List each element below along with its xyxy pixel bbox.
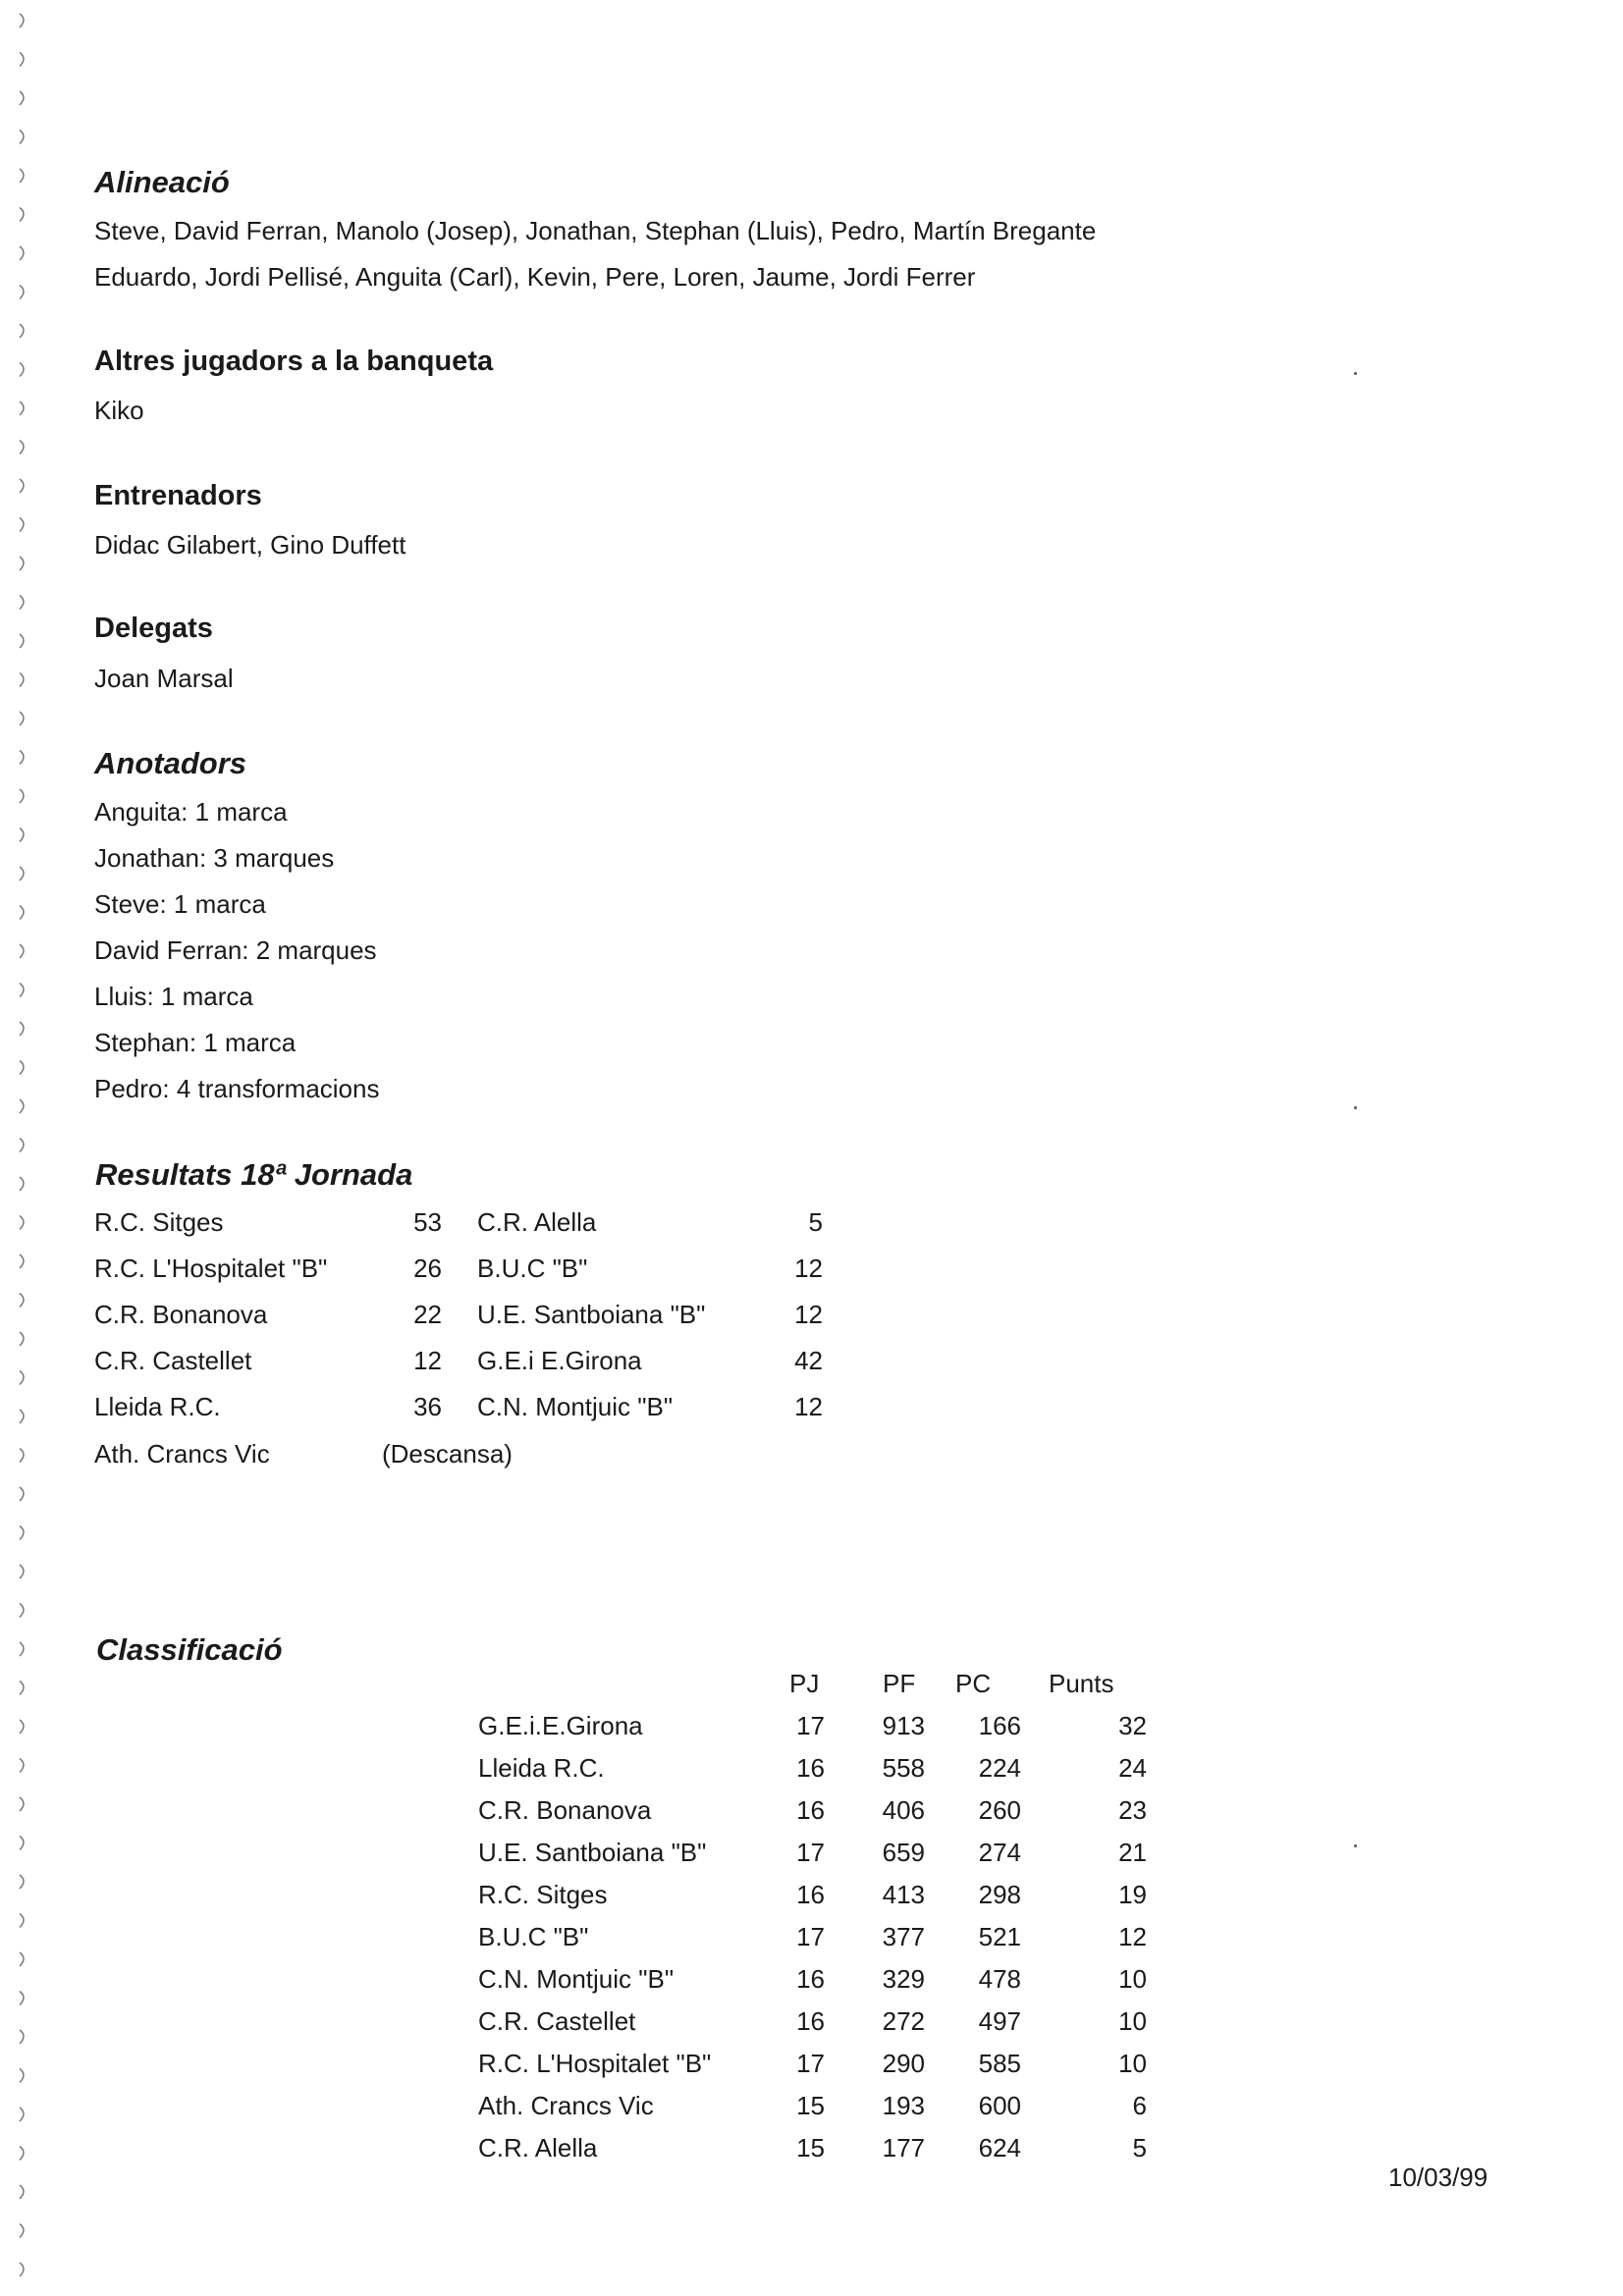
scorer-item: Pedro: 4 transformacions: [94, 1074, 380, 1103]
binding-hole-mark: [20, 518, 24, 532]
home-score: 22: [413, 1300, 442, 1329]
delegates-heading: Delegats: [94, 613, 213, 644]
binding-hole-mark: [20, 984, 24, 997]
scan-speck: [1354, 372, 1357, 375]
bench-players: Kiko: [94, 396, 144, 425]
binding-hole-mark: [20, 1682, 24, 1695]
bench-heading: Altres jugadors a la banqueta: [94, 346, 494, 377]
home-team: R.C. Sitges: [94, 1207, 224, 1237]
binding-hole-mark: [20, 441, 24, 454]
home-score: 53: [413, 1207, 442, 1237]
binding-hole-mark: [20, 1371, 24, 1385]
points-value: 10: [1118, 2049, 1147, 2078]
points-value: 24: [1118, 1753, 1147, 1783]
binding-hole-mark: [20, 828, 24, 842]
home-team: C.R. Bonanova: [94, 1300, 268, 1329]
binding-hole-mark: [20, 1410, 24, 1423]
away-team: G.E.i E.Girona: [477, 1346, 642, 1375]
pf-value: 558: [882, 1753, 925, 1783]
points-value: 5: [1132, 2133, 1147, 2163]
pf-value: 913: [882, 1711, 925, 1740]
binding-hole-mark: [20, 1177, 24, 1191]
lineup-heading: Alineació: [94, 165, 230, 199]
binding-hole-mark: [20, 286, 24, 299]
scorer-item: Lluis: 1 marca: [94, 982, 253, 1011]
binding-hole-mark: [20, 1022, 24, 1036]
delegates-names: Joan Marsal: [94, 664, 234, 693]
home-team: Lleida R.C.: [94, 1392, 221, 1421]
team-name: Ath. Crancs Vic: [478, 2091, 654, 2120]
pj-value: 16: [796, 1880, 825, 1909]
home-team: C.R. Castellet: [94, 1346, 252, 1375]
pc-value: 600: [978, 2091, 1021, 2120]
col-header-punts: Punts: [1049, 1669, 1114, 1698]
away-team: B.U.C "B": [477, 1254, 588, 1283]
away-team: C.R. Alella: [477, 1207, 597, 1237]
standings-heading: Classificació: [96, 1632, 283, 1667]
points-value: 12: [1118, 1922, 1147, 1951]
home-score: 26: [413, 1254, 442, 1283]
col-header-pf: PF: [883, 1669, 916, 1698]
pj-value: 15: [796, 2133, 825, 2163]
away-team: U.E. Santboiana "B": [477, 1300, 706, 1329]
pf-value: 290: [882, 2049, 925, 2078]
away-team: C.N. Montjuic "B": [477, 1392, 674, 1421]
home-team: R.C. L'Hospitalet "B": [94, 1254, 328, 1283]
binding-hole-mark: [20, 712, 24, 725]
binding-hole-mark: [20, 2224, 24, 2238]
binding-hole-mark: [20, 1526, 24, 1540]
scan-speck: [1354, 1106, 1357, 1109]
pc-value: 521: [978, 1922, 1021, 1951]
away-score: 12: [794, 1392, 823, 1421]
pj-value: 17: [796, 1922, 825, 1951]
points-value: 10: [1118, 2006, 1147, 2036]
binding-hole-mark: [20, 363, 24, 377]
scorer-item: David Ferran: 2 marques: [94, 935, 377, 965]
binding-hole-mark: [20, 634, 24, 648]
binding-hole-mark: [20, 53, 24, 67]
scorer-item: Steve: 1 marca: [94, 889, 266, 919]
binding-hole-mark: [20, 131, 24, 144]
team-name: R.C. Sitges: [478, 1880, 608, 1909]
pj-value: 16: [796, 2006, 825, 2036]
binding-hole-mark: [20, 1759, 24, 1773]
binding-holes: [0, 0, 49, 2296]
binding-hole-mark: [20, 2147, 24, 2161]
pc-value: 224: [978, 1753, 1021, 1783]
lineup-line-1: Steve, David Ferran, Manolo (Josep), Jonathan, Stephan (Lluis), Pedro, Martín Bregante: [94, 216, 1097, 245]
pc-value: 497: [978, 2006, 1021, 2036]
binding-hole-mark: [20, 2185, 24, 2199]
binding-hole-mark: [20, 1720, 24, 1734]
results-heading: Resultats 18ª Jornada: [95, 1157, 413, 1192]
team-name: C.N. Montjuic "B": [478, 1964, 675, 1994]
team-name: U.E. Santboiana "B": [478, 1838, 707, 1867]
pf-value: 413: [882, 1880, 925, 1909]
binding-hole-mark: [20, 1914, 24, 1928]
team-name: C.R. Bonanova: [478, 1795, 652, 1825]
binding-hole-mark: [20, 169, 24, 183]
away-score: 42: [794, 1346, 823, 1375]
team-name: C.R. Alella: [478, 2133, 598, 2163]
binding-hole-mark: [20, 2069, 24, 2083]
team-name: R.C. L'Hospitalet "B": [478, 2049, 712, 2078]
binding-hole-mark: [20, 1992, 24, 2005]
team-name: B.U.C "B": [478, 1922, 589, 1951]
scorer-item: Jonathan: 3 marques: [94, 843, 335, 873]
binding-hole-mark: [20, 1332, 24, 1346]
pf-value: 377: [882, 1922, 925, 1951]
points-value: 21: [1118, 1838, 1147, 1867]
points-value: 10: [1118, 1964, 1147, 1994]
binding-hole-mark: [20, 1449, 24, 1463]
rest-team: Ath. Crancs Vic: [94, 1439, 270, 1468]
binding-hole-mark: [20, 1604, 24, 1618]
binding-hole-mark: [20, 401, 24, 415]
binding-hole-mark: [20, 1294, 24, 1308]
away-score: 12: [794, 1300, 823, 1329]
binding-hole-mark: [20, 867, 24, 881]
binding-hole-mark: [20, 2108, 24, 2121]
pj-value: 17: [796, 2049, 825, 2078]
team-name: G.E.i.E.Girona: [478, 1711, 643, 1740]
binding-hole-mark: [20, 91, 24, 105]
points-value: 23: [1118, 1795, 1147, 1825]
pf-value: 193: [882, 2091, 925, 2120]
pf-value: 406: [882, 1795, 925, 1825]
binding-hole-mark: [20, 1837, 24, 1850]
binding-hole-mark: [20, 1875, 24, 1889]
coaches-heading: Entrenadors: [94, 480, 262, 511]
points-value: 32: [1118, 1711, 1147, 1740]
pc-value: 260: [978, 1795, 1021, 1825]
scan-speck: [1354, 1844, 1357, 1847]
binding-hole-mark: [20, 596, 24, 610]
binding-hole-mark: [20, 1255, 24, 1268]
pc-value: 274: [978, 1838, 1021, 1867]
pc-value: 585: [978, 2049, 1021, 2078]
scorers-heading: Anotadors: [94, 746, 246, 780]
away-score: 12: [794, 1254, 823, 1283]
binding-hole-mark: [20, 1565, 24, 1578]
binding-hole-mark: [20, 789, 24, 803]
points-value: 6: [1132, 2091, 1147, 2120]
pc-value: 478: [978, 1964, 1021, 1994]
pf-value: 177: [882, 2133, 925, 2163]
binding-hole-mark: [20, 1099, 24, 1113]
pc-value: 624: [978, 2133, 1021, 2163]
pj-value: 15: [796, 2091, 825, 2120]
binding-hole-mark: [20, 14, 24, 27]
scorer-item: Stephan: 1 marca: [94, 1028, 297, 1057]
rest-note: (Descansa): [382, 1439, 513, 1468]
binding-hole-mark: [20, 557, 24, 570]
binding-hole-mark: [20, 751, 24, 765]
binding-hole-mark: [20, 1061, 24, 1075]
scorer-item: Anguita: 1 marca: [94, 797, 288, 827]
team-name: Lleida R.C.: [478, 1753, 605, 1783]
home-score: 36: [413, 1392, 442, 1421]
pj-value: 16: [796, 1753, 825, 1783]
binding-hole-mark: [20, 673, 24, 687]
pc-value: 298: [978, 1880, 1021, 1909]
pc-value: 166: [978, 1711, 1021, 1740]
document-date: 10/03/99: [1388, 2163, 1488, 2192]
col-header-pc: PC: [955, 1669, 992, 1698]
binding-hole-mark: [20, 324, 24, 338]
coaches-names: Didac Gilabert, Gino Duffett: [94, 530, 406, 560]
binding-hole-mark: [20, 479, 24, 493]
binding-hole-mark: [20, 1642, 24, 1656]
pf-value: 659: [882, 1838, 925, 1867]
pj-value: 17: [796, 1711, 825, 1740]
home-score: 12: [413, 1346, 442, 1375]
binding-hole-mark: [20, 906, 24, 920]
pf-value: 272: [882, 2006, 925, 2036]
pj-value: 16: [796, 1964, 825, 1994]
binding-hole-mark: [20, 208, 24, 222]
pj-value: 17: [796, 1838, 825, 1867]
binding-hole-mark: [20, 1139, 24, 1152]
binding-hole-mark: [20, 2030, 24, 2044]
binding-hole-mark: [20, 1487, 24, 1501]
away-score: 5: [808, 1207, 823, 1237]
pf-value: 329: [882, 1964, 925, 1994]
points-value: 19: [1118, 1880, 1147, 1909]
col-header-pj: PJ: [789, 1669, 820, 1698]
binding-hole-mark: [20, 944, 24, 958]
team-name: C.R. Castellet: [478, 2006, 636, 2036]
binding-hole-mark: [20, 1797, 24, 1811]
lineup-line-2: Eduardo, Jordi Pellisé, Anguita (Carl), Kevin, Pere, Loren, Jaume, Jordi Ferrer: [94, 262, 976, 292]
binding-hole-mark: [20, 1216, 24, 1230]
binding-hole-mark: [20, 2263, 24, 2276]
binding-hole-mark: [20, 1952, 24, 1966]
pj-value: 16: [796, 1795, 825, 1825]
binding-hole-mark: [20, 246, 24, 260]
